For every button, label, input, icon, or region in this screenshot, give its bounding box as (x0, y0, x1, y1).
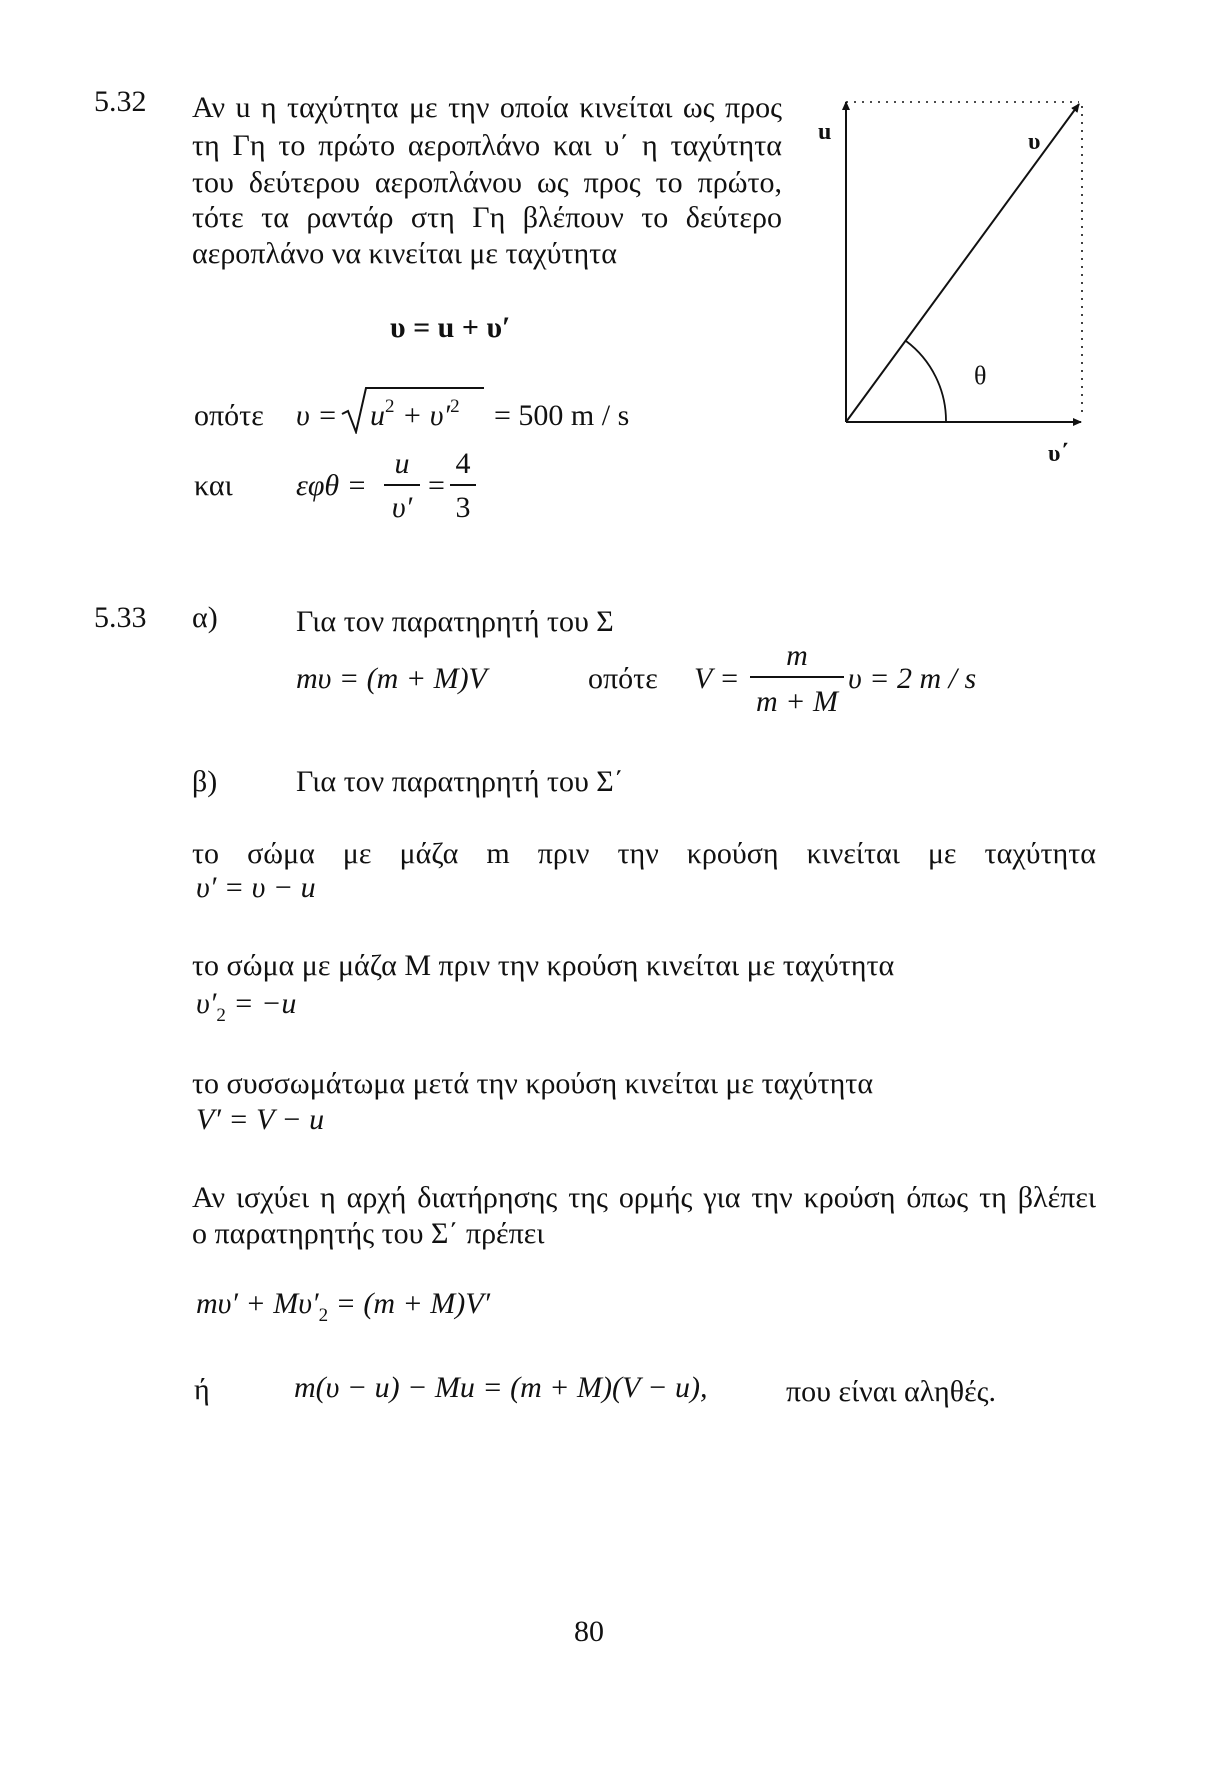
diagram-label-u: u (818, 119, 832, 145)
part-b-equation-3: V′ = V − u (196, 1103, 325, 1136)
tan-numerator: u (394, 447, 410, 480)
part-b-paragraph-4-line-2: ο παρατηρητής του Σ΄ πρέπει (192, 1217, 545, 1250)
page-number: 80 (574, 1615, 604, 1648)
magnitude-lhs: υ = (296, 399, 338, 432)
part-b-equation-1: υ′ = υ − u (196, 871, 316, 904)
label-or: ή (194, 1373, 210, 1406)
magnitude-radicand: $u^2 + \upsilon'^2$ (370, 396, 460, 432)
section-number-5-32: 5.32 (94, 85, 147, 118)
part-b-label: β) (192, 765, 218, 798)
label-kai: και (194, 469, 233, 502)
diagram-label-v: υ (1028, 129, 1041, 155)
magnitude-result: = 500 m / s (494, 399, 630, 432)
text-5-32-line-3: του δεύτερου αεροπλάνου ως προς το πρώτο, (192, 166, 782, 199)
tan-denominator-value: 3 (455, 491, 471, 524)
tan-numerator-value: 4 (455, 447, 471, 480)
vector-sum-equation: υ = u + υ′ (390, 311, 511, 344)
tan-fraction-bar (384, 484, 420, 486)
part-a-fraction-bar (750, 676, 844, 678)
part-b-conclusion: που είναι αληθές. (786, 1375, 997, 1408)
diagram-label-theta: θ (974, 361, 987, 390)
tan-denominator: υ′ (391, 491, 413, 524)
part-b-equation-5: m(υ − u) − Mu = (m + M)(V − u), (294, 1371, 708, 1404)
velocity-vector-diagram (836, 92, 1086, 442)
tan-lhs: εφθ = (296, 469, 367, 502)
text-5-32-line-5: αεροπλάνο να κινείται με ταχύτητα (192, 237, 617, 270)
part-a-label: α) (192, 601, 218, 634)
part-a-result: υ = 2 m / s (848, 662, 977, 695)
part-b-paragraph-1: το σώμα με μάζα m πριν την κρούση κινείται με ταχύτητα (192, 837, 1096, 870)
part-a-fraction-den: m + M (756, 685, 838, 718)
vector-v-arrow (846, 104, 1079, 422)
label-opote: οπότε (194, 399, 264, 432)
text-5-32-line-2: τη Γη το πρώτο αεροπλάνο και υ΄ η ταχύτητα (192, 129, 782, 162)
angle-theta-arc (906, 341, 946, 422)
text-5-32-line-1: Αν u η ταχύτητα με την οποία κινείται ως προς (192, 91, 782, 124)
radical-overline-ext (416, 385, 486, 391)
part-b-paragraph-4-line-1: Αν ισχύει η αρχή διατήρησης της ορμής για την κρούση όπως τη βλέπει (192, 1181, 1096, 1214)
part-a-fraction-num: m (786, 639, 808, 672)
part-a-heading: Για τον παρατηρητή του Σ (296, 605, 614, 638)
part-b-heading: Για τον παρατηρητή του Σ΄ (296, 765, 624, 798)
section-number-5-33: 5.33 (94, 601, 147, 634)
tan-equals: = (428, 469, 445, 502)
part-a-opote: οπότε (588, 662, 658, 695)
part-a-V-lhs: V = (694, 662, 740, 695)
part-b-paragraph-2: το σώμα με μάζα M πριν την κρούση κινείται με ταχύτητα (192, 949, 895, 982)
part-b-paragraph-3: το συσσωμάτωμα μετά την κρούση κινείται με ταχύτητα (192, 1067, 874, 1100)
part-b-equation-4: $m\upsilon' + M\upsilon'_2 = (m + M)V'$ (196, 1287, 491, 1326)
tan-value-fraction-bar (450, 484, 476, 486)
part-a-momentum-equation: mυ = (m + M)V (296, 662, 487, 695)
text-5-32-line-4: τότε τα ραντάρ στη Γη βλέπουν το δεύτερο (192, 201, 782, 234)
part-b-equation-2: $\upsilon'_2 = -u$ (196, 987, 297, 1026)
diagram-label-vprime: υ΄ (1048, 441, 1069, 467)
